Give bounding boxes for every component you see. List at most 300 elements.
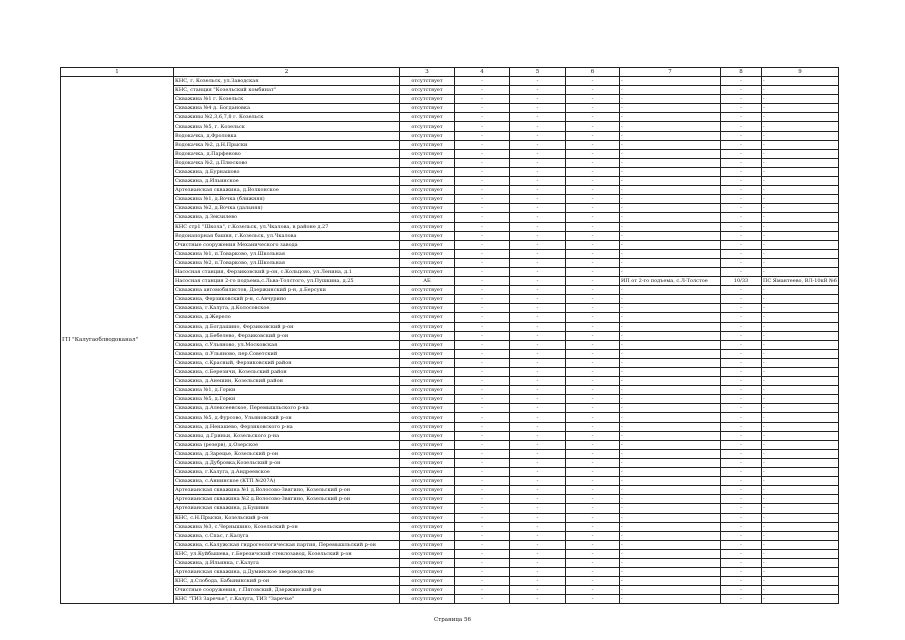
column-9-cell: - (762, 213, 839, 222)
table-row (61, 95, 839, 104)
column-5-cell: - (510, 122, 566, 131)
column-4-cell: - (455, 277, 510, 286)
column-3-cell: отсутствует (400, 377, 455, 386)
facility-name-cell: Водонапорная башня, г.Козельск, ул.Чкалова (174, 231, 400, 240)
column-8-cell: - (721, 77, 762, 86)
facility-name-cell: КНС, с.Н.Прыски, Козельский р-он (174, 513, 400, 522)
facility-name-cell: Скважина, д.Зарецье, Козельский р-он (174, 449, 400, 458)
column-5-cell: - (510, 331, 566, 340)
column-4-cell: - (455, 304, 510, 313)
column-9-cell: - (762, 158, 839, 167)
column-6-cell: - (566, 113, 620, 122)
facility-name-cell: Скважина, с.Спас, г.Калуга (174, 531, 400, 540)
column-8-cell: - (721, 167, 762, 176)
column-3-cell: отсутствует (400, 358, 455, 367)
column-5-cell: - (510, 522, 566, 531)
table-row (61, 458, 839, 467)
column-8-cell: - (721, 86, 762, 95)
column-4-cell: - (455, 595, 510, 604)
column-9-cell: - (762, 131, 839, 140)
column-9-cell: - (762, 122, 839, 131)
column-6-cell: - (566, 95, 620, 104)
table-row (61, 295, 839, 304)
column-5-cell: - (510, 422, 566, 431)
column-5-cell: - (510, 222, 566, 231)
facility-name-cell: Скважина №3, с.Чернышино, Козельский р-он (174, 522, 400, 531)
column-9-cell: - (762, 340, 839, 349)
column-8-cell: - (721, 413, 762, 422)
column-5-cell: - (510, 304, 566, 313)
table-row (61, 186, 839, 195)
column-3-cell: отсутствует (400, 468, 455, 477)
column-6-cell: - (566, 577, 620, 586)
column-5-cell: - (510, 258, 566, 267)
column-6-cell: - (566, 186, 620, 195)
column-8-cell: - (721, 195, 762, 204)
column-8-cell: - (721, 222, 762, 231)
table-row (61, 258, 839, 267)
table-row (61, 358, 839, 367)
column-7-cell: - (620, 449, 721, 458)
column-6-cell: - (566, 477, 620, 486)
column-3-cell: отсутствует (400, 486, 455, 495)
column-3-cell: отсутствует (400, 504, 455, 513)
table-row (61, 477, 839, 486)
column-5-cell: - (510, 504, 566, 513)
column-3-cell: отсутствует (400, 349, 455, 358)
column-5-cell: - (510, 95, 566, 104)
facility-name-cell: Скважина, с.Красный, Ферзиковский район (174, 358, 400, 367)
column-3-cell: отсутствует (400, 422, 455, 431)
table-row (61, 104, 839, 113)
column-8-cell: - (721, 240, 762, 249)
column-3-cell: отсутствует (400, 586, 455, 595)
column-6-cell: - (566, 458, 620, 467)
column-7-cell: - (620, 577, 721, 586)
facility-name-cell: Артезианская скважина №1 д.Волосово-Звягино, Козельский р-он (174, 486, 400, 495)
column-4-cell: - (455, 113, 510, 122)
facility-name-cell: Скважина, д.Ненашево, Ферзиковского р-на (174, 422, 400, 431)
column-8-cell: - (721, 586, 762, 595)
column-header-2: 2 (174, 68, 400, 77)
column-8-cell: - (721, 422, 762, 431)
column-8-cell: - (721, 404, 762, 413)
column-6-cell: - (566, 440, 620, 449)
column-7-cell: - (620, 431, 721, 440)
table-row (61, 386, 839, 395)
facility-name-cell: Скважина, с.Калужская гидрогеологическая партия, Перемышльский р-он (174, 540, 400, 549)
column-4-cell: - (455, 249, 510, 258)
column-5-cell: - (510, 431, 566, 440)
facility-name-cell: Скважина №5, д.Фурсово, Ульяновский р-он (174, 413, 400, 422)
column-5-cell: - (510, 149, 566, 158)
column-4-cell: - (455, 558, 510, 567)
column-3-cell: отсутствует (400, 495, 455, 504)
column-7-cell: - (620, 113, 721, 122)
column-5-cell: - (510, 277, 566, 286)
column-8-cell: - (721, 549, 762, 558)
column-4-cell: - (455, 195, 510, 204)
column-3-cell: отсутствует (400, 531, 455, 540)
column-6-cell: - (566, 222, 620, 231)
column-6-cell: - (566, 404, 620, 413)
column-6-cell: - (566, 249, 620, 258)
facility-name-cell: Артезианская скважина №2 д.Волосово-Звягино, Козельский р-он (174, 495, 400, 504)
column-9-cell: - (762, 358, 839, 367)
column-7-cell: - (620, 95, 721, 104)
column-8-cell: - (721, 331, 762, 340)
column-3-cell: отсутствует (400, 77, 455, 86)
column-5-cell: - (510, 349, 566, 358)
column-6-cell: - (566, 140, 620, 149)
column-5-cell: - (510, 131, 566, 140)
column-header-3: 3 (400, 68, 455, 77)
column-7-cell: - (620, 231, 721, 240)
column-7-cell: - (620, 77, 721, 86)
column-5-cell: - (510, 586, 566, 595)
column-9-cell: - (762, 195, 839, 204)
table-row (61, 313, 839, 322)
column-8-cell: - (721, 468, 762, 477)
column-3-cell: отсутствует (400, 104, 455, 113)
column-6-cell: - (566, 522, 620, 531)
column-8-cell: - (721, 231, 762, 240)
column-9-cell: - (762, 86, 839, 95)
column-9-cell: - (762, 77, 839, 86)
column-8-cell: - (721, 531, 762, 540)
table-row (61, 540, 839, 549)
table-row (61, 549, 839, 558)
facility-name-cell: Водокачка, д.Фроловка (174, 131, 400, 140)
column-4-cell: - (455, 140, 510, 149)
column-3-cell: отсутствует (400, 222, 455, 231)
table-row (61, 322, 839, 331)
column-6-cell: - (566, 277, 620, 286)
column-7-cell: - (620, 504, 721, 513)
column-3-cell: отсутствует (400, 313, 455, 322)
facility-name-cell: Скважина (резерв), д.Озерское (174, 440, 400, 449)
facility-name-cell: КНС, станция "Козельский комбинат" (174, 86, 400, 95)
column-5-cell: - (510, 313, 566, 322)
column-4-cell: - (455, 349, 510, 358)
facility-name-cell: Скважина №5, г. Козельск (174, 122, 400, 131)
column-7-cell: - (620, 177, 721, 186)
table-row (61, 377, 839, 386)
column-8-cell: - (721, 140, 762, 149)
header-row (61, 68, 839, 77)
column-5-cell: - (510, 386, 566, 395)
table-row (61, 167, 839, 176)
column-7-cell: - (620, 158, 721, 167)
column-9-cell: - (762, 304, 839, 313)
column-7-cell: - (620, 486, 721, 495)
column-7-cell: - (620, 131, 721, 140)
column-6-cell: - (566, 267, 620, 276)
column-7-cell: - (620, 386, 721, 395)
column-5-cell: - (510, 440, 566, 449)
column-6-cell: - (566, 495, 620, 504)
column-3-cell: отсутствует (400, 213, 455, 222)
column-6-cell: - (566, 486, 620, 495)
column-6-cell: - (566, 377, 620, 386)
column-3-cell: отсутствует (400, 413, 455, 422)
facility-name-cell: Артезианская скважина, д.Волконское (174, 186, 400, 195)
column-4-cell: - (455, 358, 510, 367)
table-row (61, 577, 839, 586)
table-row (61, 240, 839, 249)
column-9-cell: - (762, 177, 839, 186)
column-6-cell: - (566, 167, 620, 176)
column-6-cell: - (566, 158, 620, 167)
column-7-cell: - (620, 331, 721, 340)
column-9-cell: - (762, 386, 839, 395)
column-8-cell: - (721, 577, 762, 586)
column-7-cell: - (620, 104, 721, 113)
table-row (61, 304, 839, 313)
column-6-cell: - (566, 586, 620, 595)
column-9-cell: ПС Ямантеево, ВЛ-10кВ №6 (763, 278, 837, 285)
column-3-cell: отсутствует (400, 295, 455, 304)
column-9-cell: - (762, 186, 839, 195)
column-7-cell: - (620, 377, 721, 386)
column-4-cell: - (455, 95, 510, 104)
column-4-cell: - (455, 340, 510, 349)
facility-name-cell: КНС, ул.Куйбышева, г.Березичский стеклозавод, Козельский р-он (174, 549, 400, 558)
column-8-cell: - (721, 540, 762, 549)
column-6-cell: - (566, 395, 620, 404)
column-5-cell: - (510, 322, 566, 331)
table-row (61, 231, 839, 240)
column-7-cell: - (620, 495, 721, 504)
column-9-cell: - (762, 449, 839, 458)
column-5-cell: - (510, 113, 566, 122)
column-5-cell: - (510, 240, 566, 249)
column-4-cell: - (455, 540, 510, 549)
column-5-cell: - (510, 295, 566, 304)
column-4-cell: - (455, 486, 510, 495)
column-5-cell: - (510, 558, 566, 567)
column-7-cell: - (620, 122, 721, 131)
column-9-cell: - (762, 504, 839, 513)
column-8-cell: - (721, 177, 762, 186)
column-3-cell: отсутствует (400, 204, 455, 213)
column-7-cell: - (620, 477, 721, 486)
column-9-cell: - (762, 286, 839, 295)
column-4-cell: - (455, 204, 510, 213)
column-8-cell: 10/33 (721, 277, 762, 286)
column-5-cell: - (510, 267, 566, 276)
column-4-cell: - (455, 77, 510, 86)
column-7-cell: - (620, 295, 721, 304)
table-row (61, 158, 839, 167)
column-7-cell: - (620, 558, 721, 567)
table-row (61, 504, 839, 513)
column-4-cell: - (455, 295, 510, 304)
table-row (61, 522, 839, 531)
facility-name-cell: Водокачка, д.Парфеново (174, 149, 400, 158)
column-8-cell: - (721, 158, 762, 167)
column-8-cell: - (721, 295, 762, 304)
column-9-cell: - (762, 458, 839, 467)
column-7-cell: - (620, 222, 721, 231)
column-6-cell: - (566, 449, 620, 458)
table-row (61, 586, 839, 595)
column-6-cell: - (566, 540, 620, 549)
column-8-cell: - (721, 558, 762, 567)
column-8-cell: - (721, 486, 762, 495)
column-8-cell: - (721, 149, 762, 158)
table-row (61, 413, 839, 422)
column-9-cell: - (762, 431, 839, 440)
column-4-cell: - (455, 531, 510, 540)
column-6-cell: - (566, 240, 620, 249)
column-5-cell: - (510, 468, 566, 477)
facility-name-cell: Скважина, д.Дубровка,Козельский р-он (174, 458, 400, 467)
facility-name-cell: Скважина №5, д.Горки (174, 395, 400, 404)
column-3-cell: отсутствует (400, 113, 455, 122)
column-4-cell: - (455, 213, 510, 222)
column-5-cell: - (510, 495, 566, 504)
column-3-cell: отсутствует (400, 395, 455, 404)
column-6-cell: - (566, 340, 620, 349)
column-7-cell: - (620, 458, 721, 467)
column-7-cell: - (620, 522, 721, 531)
column-9-cell: - (762, 267, 839, 276)
table-row (61, 468, 839, 477)
column-7-cell: - (620, 531, 721, 540)
facility-name-cell: Скважина, г.Калуга, д.Колосовское (174, 304, 400, 313)
facility-name-cell: Скважина, д.Ильинское (174, 177, 400, 186)
column-7-cell: - (620, 595, 721, 604)
column-6-cell: - (566, 413, 620, 422)
column-5-cell: - (510, 486, 566, 495)
facility-name-cell: Скважина, д.Ильинка, г.Калуга (174, 558, 400, 567)
column-5-cell: - (510, 195, 566, 204)
column-7-cell: - (620, 340, 721, 349)
table-row (61, 595, 839, 604)
column-6-cell: - (566, 122, 620, 131)
column-5-cell: - (510, 549, 566, 558)
column-4-cell: - (455, 104, 510, 113)
column-9-cell: - (762, 113, 839, 122)
facility-name-cell: Скважина №1, д.Вочка (ближняя) (174, 195, 400, 204)
column-3-cell: отсутствует (400, 122, 455, 131)
organization-cell: ГП "Калугаоблводоканал" (61, 77, 174, 604)
column-9-cell: - (762, 249, 839, 258)
column-4-cell: - (455, 404, 510, 413)
column-3-cell: АБ (400, 277, 455, 286)
facility-name-cell: Артезианская скважина, д.Бушнин (174, 504, 400, 513)
column-3-cell: отсутствует (400, 386, 455, 395)
facility-name-cell: Скважина, п.Ульяново, пер.Советский (174, 349, 400, 358)
column-4-cell: - (455, 449, 510, 458)
table-row (61, 349, 839, 358)
column-4-cell: - (455, 395, 510, 404)
column-9-cell: - (762, 295, 839, 304)
column-8-cell: - (721, 395, 762, 404)
column-6-cell: - (566, 349, 620, 358)
column-7-cell: - (620, 358, 721, 367)
column-4-cell: - (455, 440, 510, 449)
column-4-cell: - (455, 468, 510, 477)
column-3-cell: отсутствует (400, 240, 455, 249)
column-header-4: 4 (455, 68, 510, 77)
column-6-cell: - (566, 304, 620, 313)
table-row (61, 368, 839, 377)
column-4-cell: - (455, 222, 510, 231)
column-3-cell: отсутствует (400, 540, 455, 549)
column-6-cell: - (566, 431, 620, 440)
table-row (61, 213, 839, 222)
column-7-cell: - (620, 440, 721, 449)
column-3-cell: отсутствует (400, 577, 455, 586)
column-5-cell: - (510, 449, 566, 458)
column-5-cell: - (510, 531, 566, 540)
column-header-9: 9 (762, 68, 839, 77)
column-3-cell: отсутствует (400, 549, 455, 558)
column-4-cell: - (455, 368, 510, 377)
column-header-8: 8 (721, 68, 762, 77)
column-5-cell: - (510, 158, 566, 167)
table-row (61, 140, 839, 149)
column-9-cell: - (762, 595, 839, 604)
column-8-cell: - (721, 358, 762, 367)
table-row (61, 222, 839, 231)
facility-name-cell: Скважина, д.Жерело (174, 313, 400, 322)
column-4-cell: - (455, 158, 510, 167)
column-6-cell: - (566, 195, 620, 204)
column-3-cell: отсутствует (400, 513, 455, 522)
column-3-cell: отсутствует (400, 86, 455, 95)
column-9-cell: - (762, 149, 839, 158)
column-7-cell: - (620, 468, 721, 477)
column-7-cell: - (620, 149, 721, 158)
column-5-cell: - (510, 213, 566, 222)
facility-name-cell: Скважина №2, д.Вочка (дальняя) (174, 204, 400, 213)
column-7-cell: - (620, 167, 721, 176)
column-3-cell: отсутствует (400, 322, 455, 331)
column-4-cell: - (455, 549, 510, 558)
table-row (61, 431, 839, 440)
column-6-cell: - (566, 204, 620, 213)
column-6-cell: - (566, 549, 620, 558)
column-9-cell: - (762, 558, 839, 567)
table-row (61, 131, 839, 140)
column-9-cell: - (762, 349, 839, 358)
column-6-cell: - (566, 177, 620, 186)
column-8-cell: - (721, 340, 762, 349)
column-5-cell: - (510, 404, 566, 413)
column-4-cell: - (455, 513, 510, 522)
column-4-cell: - (455, 149, 510, 158)
column-7-cell: - (620, 204, 721, 213)
column-6-cell: - (566, 358, 620, 367)
column-4-cell: - (455, 231, 510, 240)
column-5-cell: - (510, 377, 566, 386)
column-6-cell: - (566, 286, 620, 295)
column-9-cell: - (762, 322, 839, 331)
table-row (61, 531, 839, 540)
table-row (61, 177, 839, 186)
facility-name-cell: КНС, г. Козельск, ул.Заводская (174, 77, 400, 86)
column-8-cell: - (721, 267, 762, 276)
column-8-cell: - (721, 104, 762, 113)
table-row (61, 249, 839, 258)
column-9-cell: - (762, 258, 839, 267)
column-8-cell: - (721, 504, 762, 513)
column-9-cell: - (762, 468, 839, 477)
column-3-cell: отсутствует (400, 558, 455, 567)
